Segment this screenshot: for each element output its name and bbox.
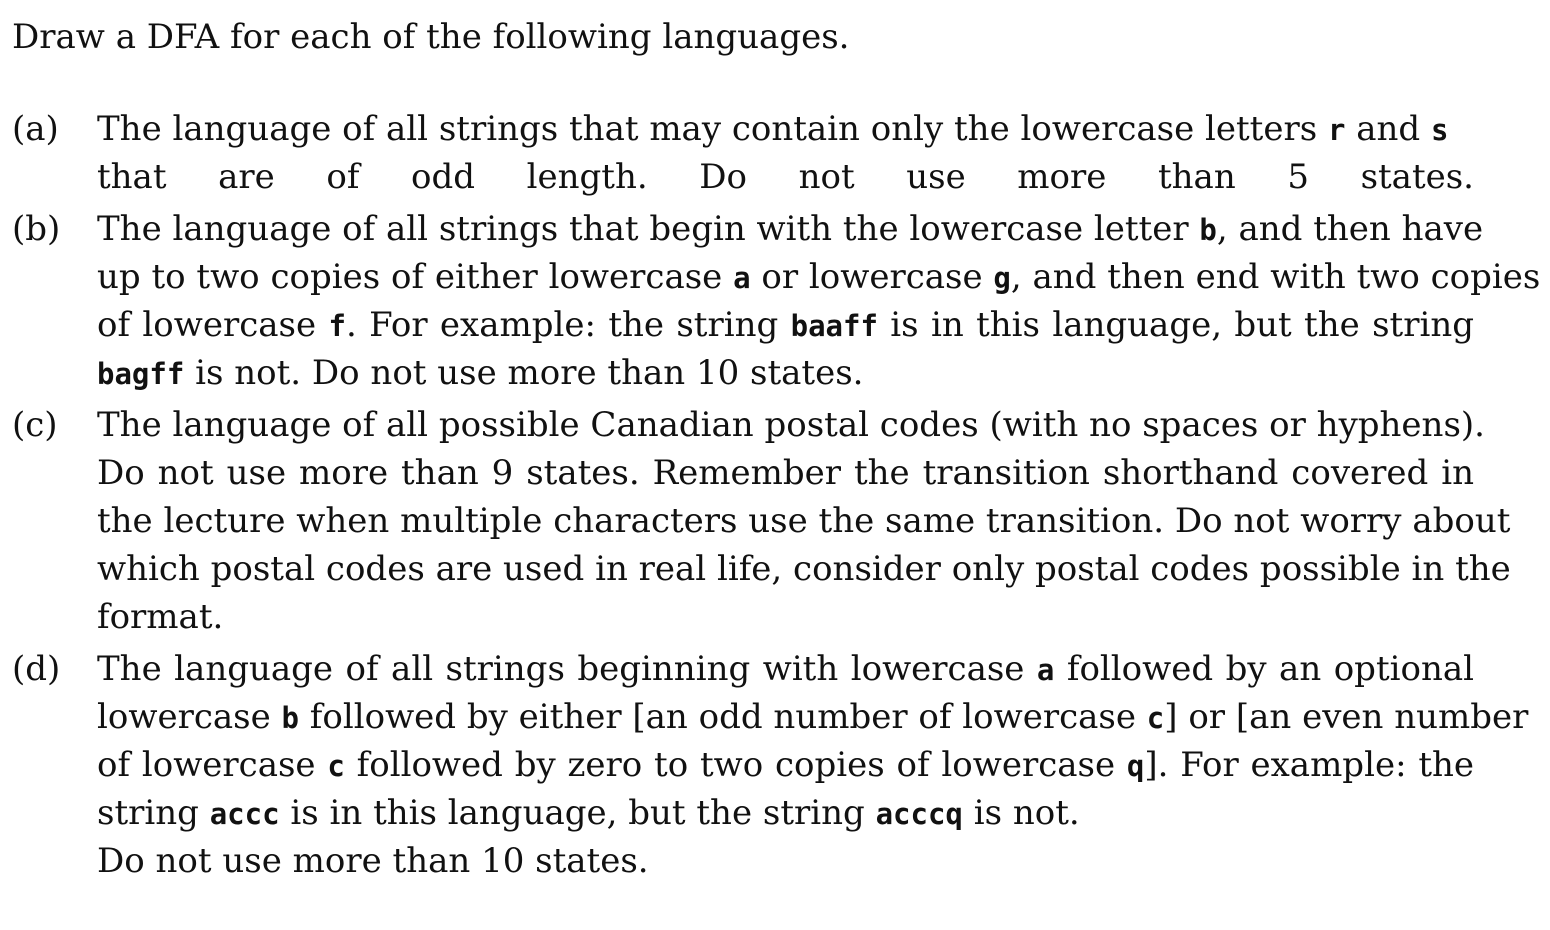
code-symbol: c	[327, 749, 345, 783]
part-c-line-2	[97, 449, 1474, 497]
part-a-line-2	[97, 153, 1474, 201]
part-c-label: (c)	[12, 405, 58, 445]
text-segment: The language of all strings beginning with lowercase	[97, 649, 1037, 689]
text-segment: string	[97, 793, 210, 833]
text-segment: format.	[97, 597, 224, 637]
text-segment: lowercase	[97, 697, 282, 737]
code-symbol: c	[1146, 701, 1165, 735]
part-b-line-4	[97, 349, 863, 398]
code-symbol: b	[1199, 213, 1217, 247]
part-d-line-5	[97, 837, 649, 885]
text-segment: and	[1345, 109, 1432, 149]
text-segment: is not. Do not use more than 10 states.	[184, 353, 864, 393]
text-segment: of lowercase	[97, 305, 329, 345]
code-symbol: f	[328, 309, 346, 343]
text-segment: that are of odd length. Do not use more than 5 states.	[97, 157, 1474, 197]
code-symbol: s	[1431, 113, 1449, 147]
text-segment: is in this language, but the string	[877, 305, 1475, 345]
part-d-label: (d)	[12, 649, 61, 689]
code-symbol: r	[1327, 113, 1346, 147]
text-segment: , and then end with two copies	[1010, 257, 1541, 297]
text-segment: The language of all strings that begin with the lowercase letter	[97, 209, 1200, 249]
text-segment: , and then have	[1216, 209, 1484, 249]
code-symbol: baaff	[790, 309, 878, 343]
part-b-line-3	[97, 301, 1474, 350]
code-symbol: a	[733, 261, 751, 295]
part-d-line-3	[97, 741, 1474, 790]
text-segment: of lowercase	[97, 745, 328, 785]
text-segment: followed by either [an odd number of lowercase	[298, 697, 1147, 737]
part-d-line-2	[97, 693, 1529, 742]
part-c-line-3	[97, 497, 1511, 545]
text-segment: followed by an optional	[1054, 649, 1474, 689]
code-symbol: b	[281, 701, 299, 735]
part-d-line-4	[97, 789, 1080, 838]
text-segment: is not.	[962, 793, 1080, 833]
code-symbol: a	[1036, 653, 1055, 687]
text-segment: The language of all possible Canadian postal codes (with no spaces or hyphens).	[97, 405, 1485, 445]
text-segment: is in this language, but the string	[279, 793, 876, 833]
code-symbol: accc	[209, 797, 280, 831]
text-segment: followed by zero to two copies of lowercase	[344, 745, 1127, 785]
text-segment: Do not use more than 10 states.	[97, 841, 649, 881]
part-b-line-2	[97, 253, 1541, 302]
part-b-line-1	[97, 205, 1484, 254]
code-symbol: q	[1126, 749, 1145, 783]
code-symbol: acccq	[875, 797, 963, 831]
text-segment: Do not use more than 9 states. Remember the transition shorthand covered in	[97, 453, 1474, 493]
part-c-line-1	[97, 401, 1485, 449]
intro-instruction: Draw a DFA for each of the following languages.	[12, 17, 850, 57]
text-segment: . For example: the string	[345, 305, 791, 345]
text-segment: or lowercase	[750, 257, 994, 297]
text-segment: The language of all strings that may contain only the lowercase letters	[97, 109, 1328, 149]
text-segment: ]. For example: the	[1144, 745, 1475, 785]
part-a-line-1	[97, 105, 1448, 154]
part-a-label: (a)	[12, 109, 59, 149]
text-segment: which postal codes are used in real life, consider only postal codes possible in the	[97, 549, 1511, 589]
code-symbol: bagff	[97, 357, 185, 391]
part-c-line-4	[97, 545, 1511, 593]
part-b-label: (b)	[12, 209, 61, 249]
part-d-line-1	[97, 645, 1474, 694]
text-segment: ] or [an even number	[1164, 697, 1529, 737]
part-c-line-5	[97, 593, 223, 641]
text-segment: up to two copies of either lowercase	[97, 257, 734, 297]
code-symbol: g	[993, 261, 1011, 295]
text-segment: the lecture when multiple characters use the same transition. Do not worry about	[97, 501, 1511, 541]
